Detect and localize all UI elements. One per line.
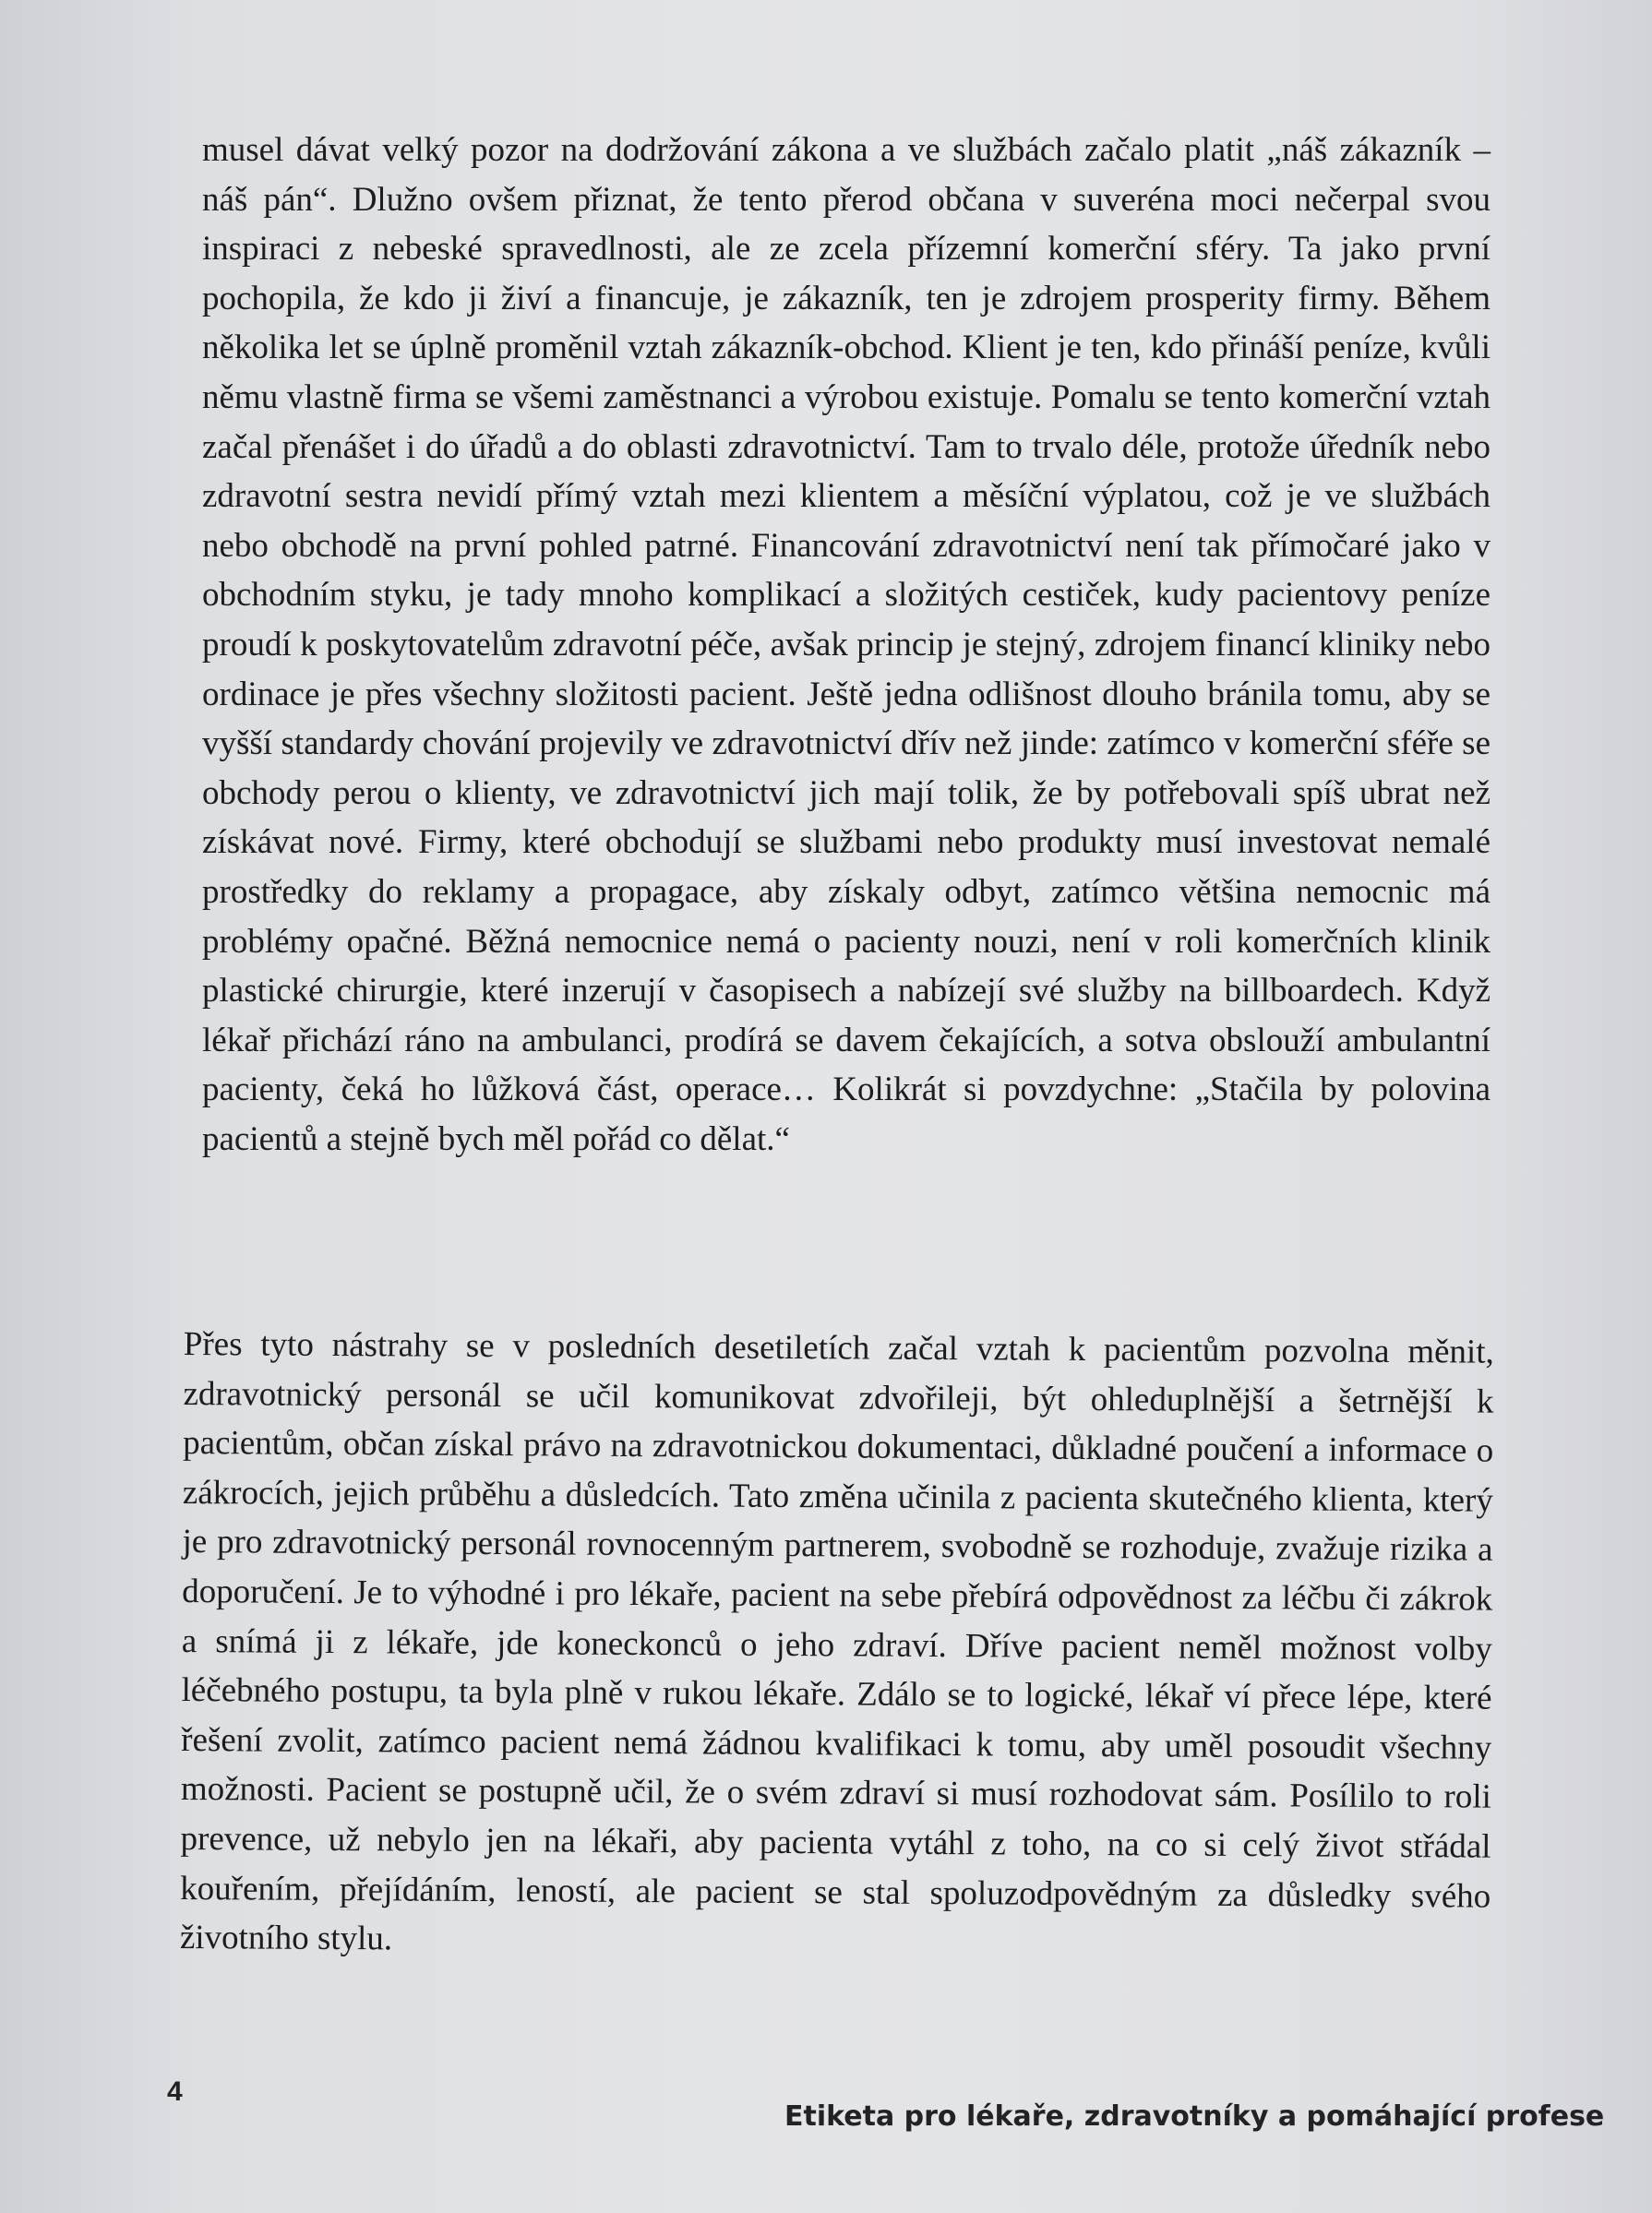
running-footer: Etiketa pro lékaře, zdravotníky a pomáhající profese [784, 2100, 1605, 2133]
body-paragraph-2: Přes tyto nástrahy se v posledních desetiletích začal vztah k pacientům pozvolna měnit, zdravotnický personál se učil komunikovat zdvořileji, být ohleduplnější a šetrnější k pacientům, občan získal právo na zdravotnickou dokumentaci, důkladné poučení a informace o zákrocích, jejich průběhu a důsledcích. Tato změna učinila z pacienta skutečného klienta, který je pro zdravotnický personál rovnocenným partnerem, svobodně se rozhoduje, zvažuje rizika a doporučení. Je to výhodné i pro lékaře, pacient na sebe přebírá odpovědnost za léčbu či zákrok a snímá ji z lékaře, jde koneckonců o jeho zdraví. Dříve pacient neměl možnost volby léčebného postupu, ta byla plně v rukou lékaře. Zdálo se to logické, lékař ví přece lépe, které řešení zvolit, zatímco pacient nemá žádnou kvalifikaci k tomu, aby uměl posoudit všechny možnosti. Pacient se postupně učil, že o svém zdraví si musí rozhodovat sám. Posílilo to roli prevence, už nebylo jen na lékaři, aby pacienta vytáhl z toho, na co si celý život střádal kouřením, přejídáním, leností, ale pacient se stal spoluzodpovědným za důsledky svého životního stylu. [179, 1324, 1494, 1958]
body-paragraph-1: musel dávat velký pozor na dodržování zákona a ve službách začalo platit „náš zákazník – náš pán“. Dlužno ovšem přiznat, že tento přerod občana v suveréna moci nečerpal svou inspiraci z nebeské spravedlnosti, ale ze zcela přízemní komerční sféry. Ta jako první pochopila, že kdo ji živí a financuje, je zákazník, ten je zdrojem prosperity firmy. Během několika let se úplně proměnil vztah zákazník-obchod. Klient je ten, kdo přináší peníze, kvůli němu vlastně firma se všemi zaměstnanci a výrobou existuje. Pomalu se tento komerční vztah začal přenášet i do úřadů a do oblasti zdravotnictví. Tam to trvalo déle, protože úředník nebo zdravotní sestra nevidí přímý vztah mezi klientem a měsíční výplatou, což je ve službách nebo obchodě na první pohled patrné. Financování zdravotnictví není tak přímočaré jako v obchodním styku, je tady mnoho komplikací a složitých cestiček, kudy pacientovy peníze proudí k poskytovatelům zdravotní péče, avšak princip je stejný, zdrojem financí kliniky nebo ordinace je přes všechny složitosti pacient. Ještě jedna odlišnost dlouho bránila tomu, aby se vyšší standardy chování projevily ve zdravotnictví dřív než jinde: zatímco v komerční sféře se obchody perou o klienty, ve zdravotnictví jich mají tolik, že by potřebovali spíš ubrat než získávat nové. Firmy, které obchodují se službami nebo produkty musí investovat nemalé prostředky do reklamy a propagace, aby získaly odbyt, zatímco většina nemocnic má problémy opačné. Běžná nemocnice nemá o pacienty nouzi, není v roli komerčních klinik plastické chirurgie, které inzerují v časopisech a nabízejí své služby na billboardech. Když lékař přichází ráno na ambulanci, prodírá se davem čekajících, a sotva obslouží ambulantní pacienty, čeká ho lůžková část, operace… Kolikrát si povzdychne: „Stačila by polovina pacientů a stejně bych měl pořád co dělat.“ [202, 131, 1490, 1158]
page-number: 4 [167, 2076, 183, 2107]
